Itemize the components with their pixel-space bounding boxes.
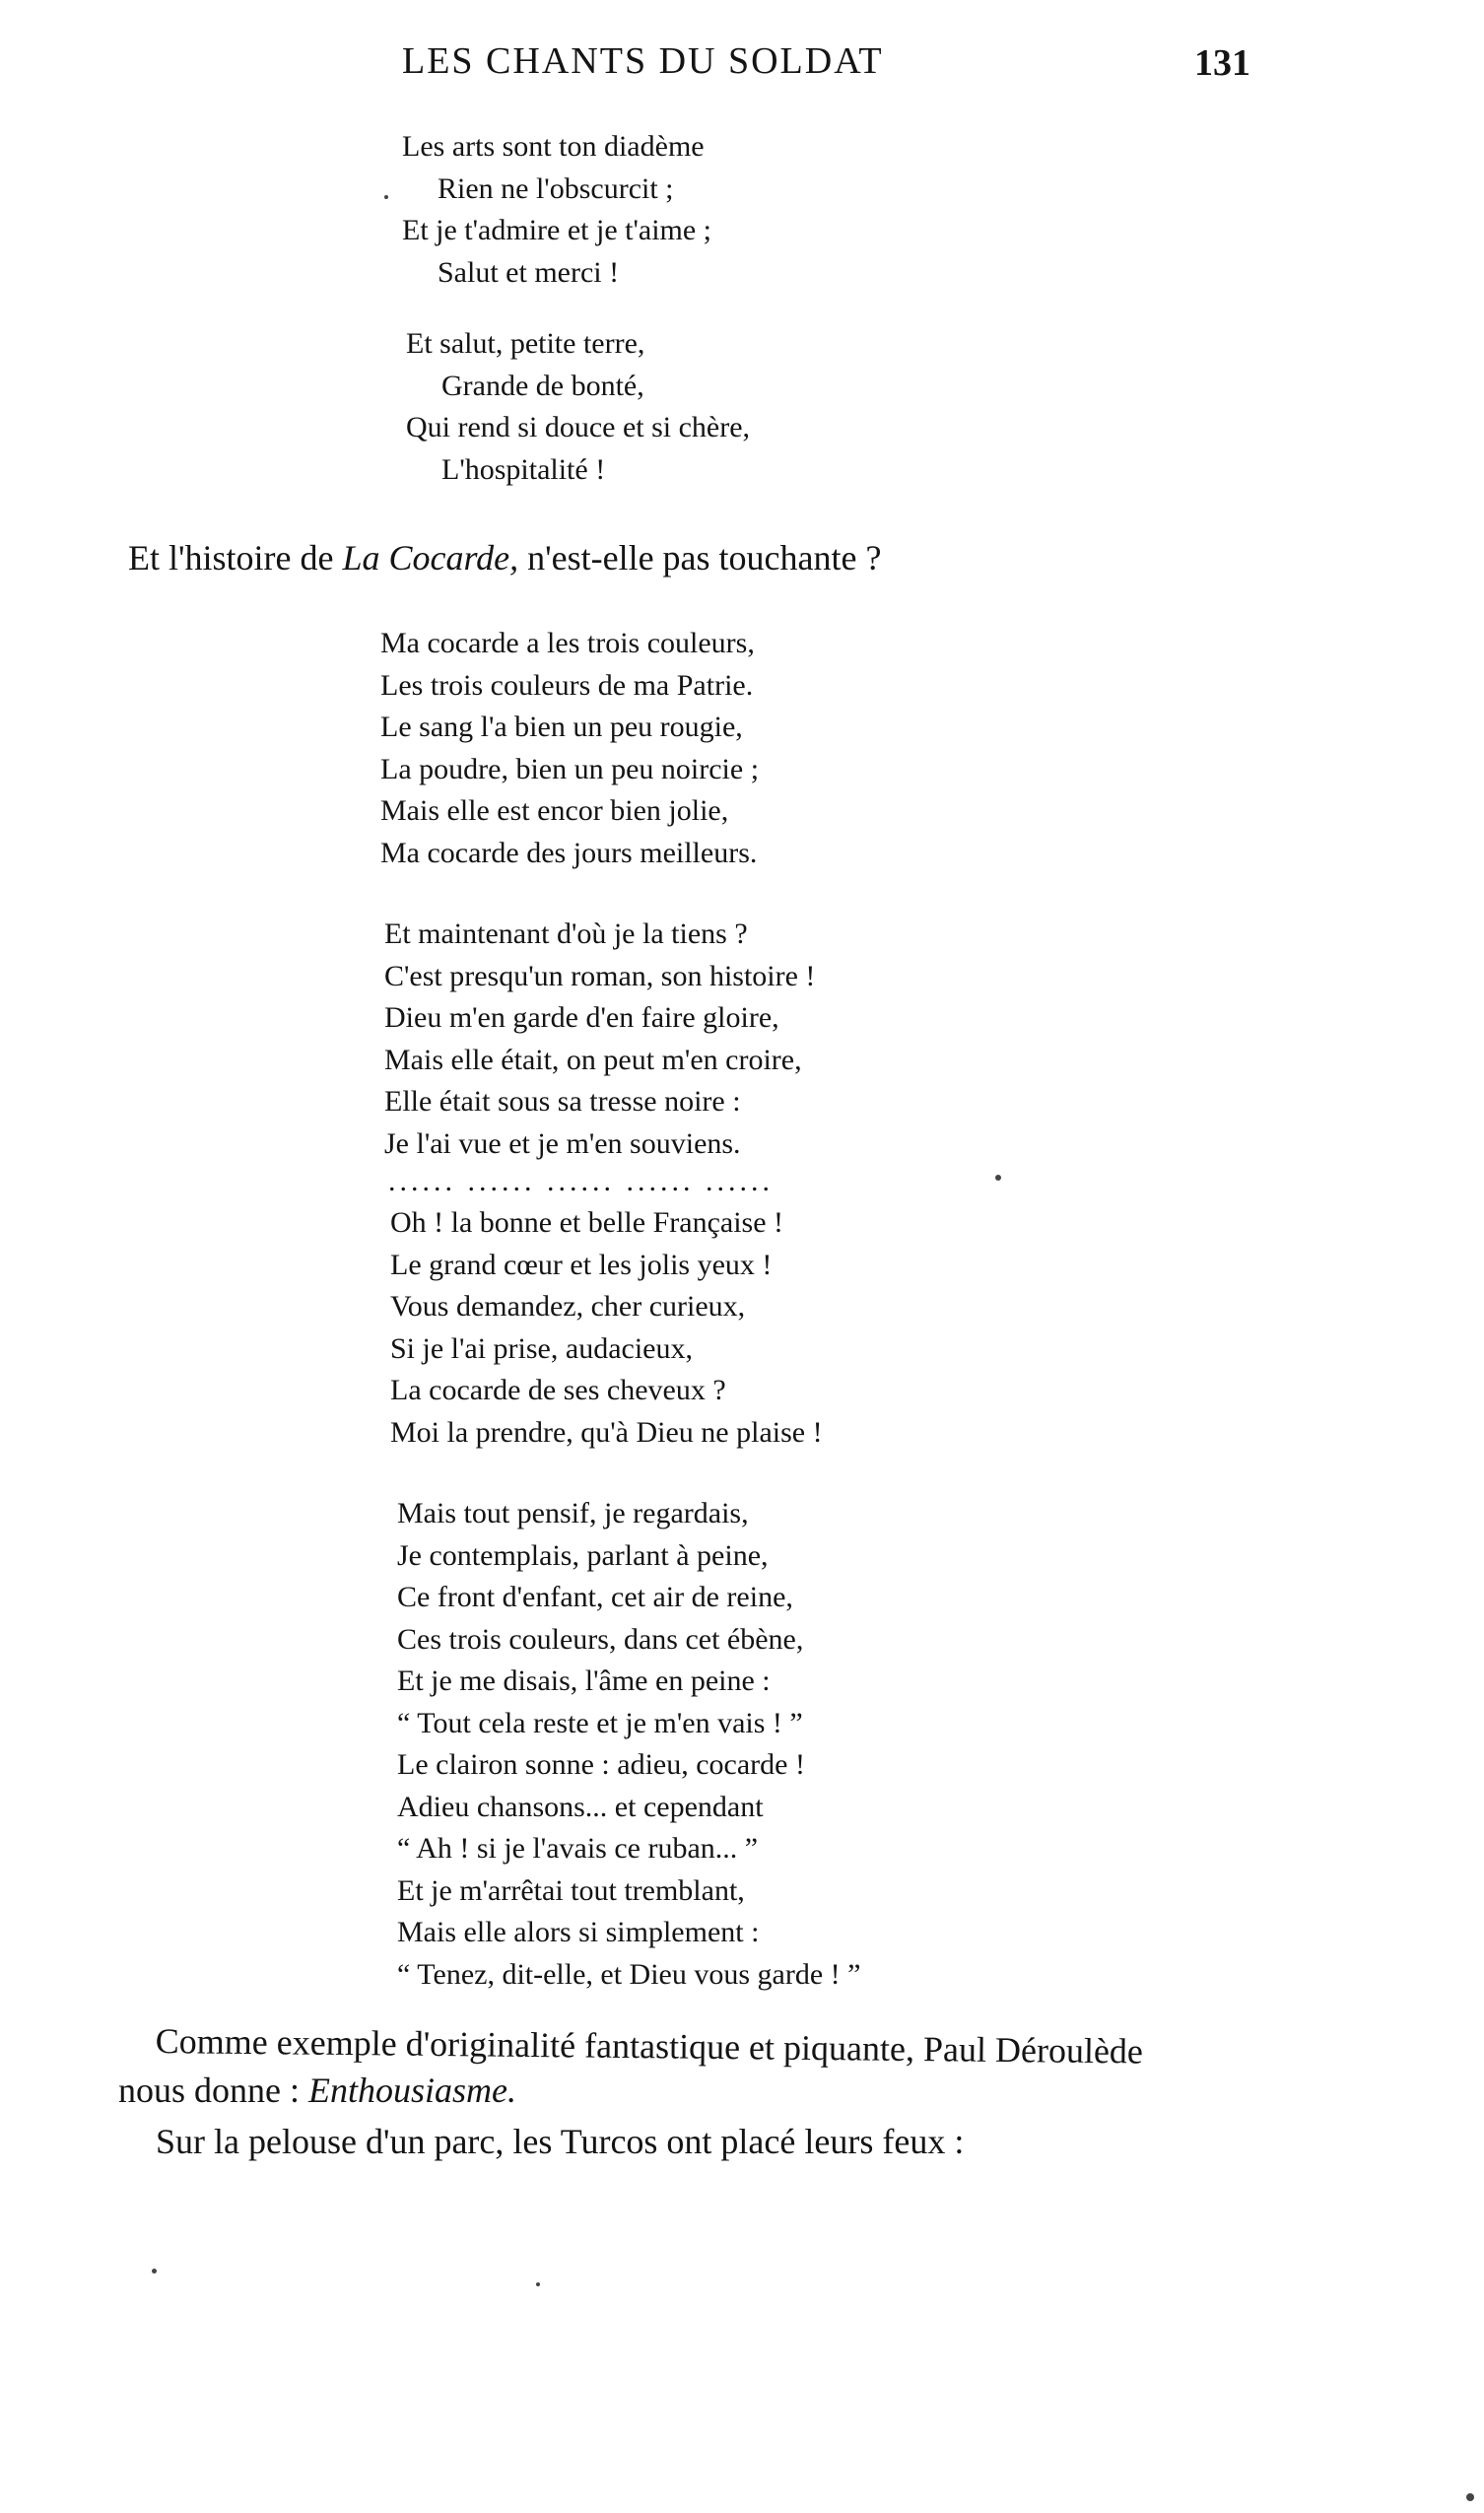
poem-line: L'hospitalité ! <box>441 452 606 486</box>
poem-line: Mais elle est encor bien jolie, <box>380 794 729 827</box>
poem-title: Enthousiasme. <box>308 2071 516 2110</box>
poem-line: Les arts sont ton diadème <box>402 130 705 163</box>
intro-text: Et l'histoire de <box>128 538 343 577</box>
poem-line: Grande de bonté, <box>441 369 644 402</box>
poem-line: Mais tout pensif, je regardais, <box>397 1497 749 1529</box>
poem-line: Ces trois couleurs, dans cet ébène, <box>397 1622 804 1656</box>
poem-stanza <box>390 1202 823 1454</box>
poem-title: La Cocarde, <box>342 538 519 577</box>
poem-line: Ma cocarde des jours meilleurs. <box>380 836 758 869</box>
poem-line: Et je t'admire et je t'aime ; <box>402 214 712 246</box>
poem-stanza <box>397 1493 860 1996</box>
closing-paragraph-line: Comme exemple d'originalité fantastique et piquante, Paul Déroulède <box>155 2021 1144 2072</box>
scan-speck <box>995 1175 1001 1181</box>
poem-line: Le grand cœur et les jolis yeux ! <box>390 1248 773 1281</box>
poem-line: Rien ne l'obscurcit ; <box>438 171 674 205</box>
poem-line: Mais elle alors si simplement : <box>397 1916 760 1948</box>
intro-paragraph <box>128 537 881 578</box>
poem-line: Et je m'arrêtai tout tremblant, <box>397 1873 745 1907</box>
poem-line: Dieu m'en garde d'en faire gloire, <box>384 1001 779 1034</box>
poem-line: Adieu chansons... et cependant <box>397 1790 764 1823</box>
poem-line: La poudre, bien un peu noircie ; <box>380 752 760 785</box>
scan-speck <box>384 195 388 199</box>
scan-speck <box>536 2282 540 2286</box>
poem-line: Le clairon sonne : adieu, cocarde ! <box>397 1748 805 1781</box>
poem-line: Oh ! la bonne et belle Française ! <box>390 1206 784 1239</box>
poem-line: Et salut, petite terre, <box>406 327 645 360</box>
poem-stanza <box>402 126 711 294</box>
poem-line: Je l'ai vue et je m'en souviens. <box>384 1126 741 1160</box>
poem-line: Ce front d'enfant, cet air de reine, <box>397 1581 793 1613</box>
poem-line: Moi la prendre, qu'à Dieu ne plaise ! <box>390 1415 823 1449</box>
poem-line: La cocarde de ses cheveux ? <box>390 1374 726 1406</box>
page-number: 131 <box>1194 42 1250 84</box>
poem-line: Et je me disais, l'âme en peine : <box>397 1664 771 1697</box>
poem-line: Qui rend si douce et si chère, <box>406 411 751 443</box>
closing-text: nous donne : <box>118 2071 308 2110</box>
scan-speck <box>152 2269 157 2274</box>
poem-stanza <box>384 914 815 1165</box>
poem-line: Vous demandez, cher curieux, <box>390 1290 746 1323</box>
poem-line: Ma cocarde a les trois couleurs, <box>380 627 755 659</box>
poem-stanza <box>380 623 759 874</box>
poem-line: “ Ah ! si je l'avais ce ruban... ” <box>397 1832 759 1865</box>
running-header: LES CHANTS DU SOLDAT <box>402 40 884 82</box>
poem-line: Elle était sous sa tresse noire : <box>384 1085 741 1118</box>
poem-line: Les trois couleurs de ma Patrie. <box>380 668 754 702</box>
poem-line: “ Tenez, dit-elle, et Dieu vous garde ! ” <box>397 1957 861 1991</box>
poem-line: Et maintenant d'où je la tiens ? <box>384 917 748 950</box>
poem-stanza <box>406 323 750 491</box>
poem-line: C'est presqu'un roman, son histoire ! <box>384 959 816 992</box>
closing-paragraph-line: Sur la pelouse d'un parc, les Turcos ont placé leurs feux : <box>156 2122 965 2161</box>
scan-speck <box>1466 2493 1474 2501</box>
poem-line: Je contemplais, parlant à peine, <box>397 1538 769 1572</box>
closing-paragraph-line <box>118 2070 516 2111</box>
poem-line: Si je l'ai prise, audacieux, <box>390 1331 693 1365</box>
ellipsis-separator: ...... ...... ...... ...... ...... <box>388 1165 774 1197</box>
poem-line: Le sang l'a bien un peu rougie, <box>380 711 743 743</box>
intro-text: n'est-elle pas touchante ? <box>518 538 882 577</box>
poem-line: Salut et merci ! <box>438 255 620 289</box>
poem-line: “ Tout cela reste et je m'en vais ! ” <box>397 1706 803 1739</box>
poem-line: Mais elle était, on peut m'en croire, <box>384 1043 802 1076</box>
